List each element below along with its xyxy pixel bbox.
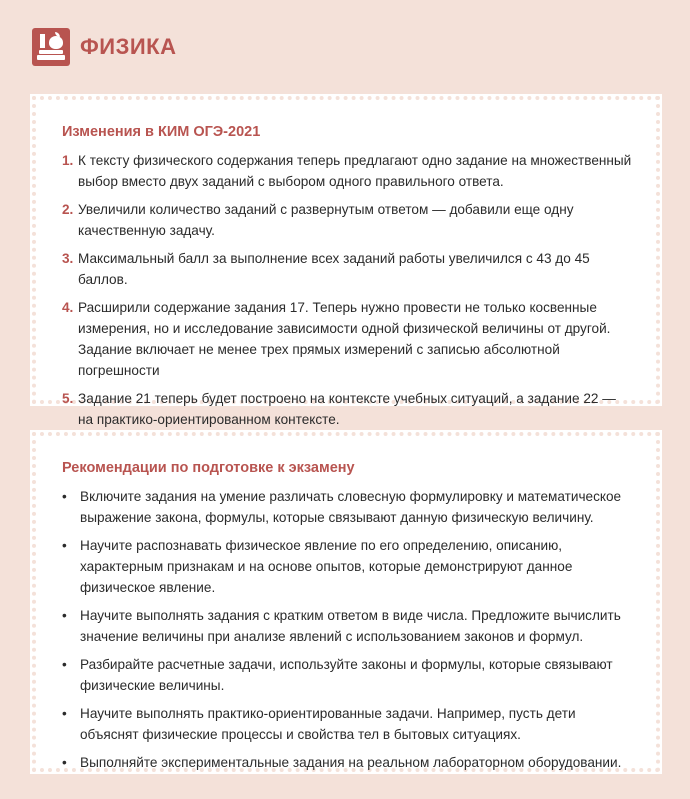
- list-item: [58, 248, 634, 290]
- list-item: [58, 388, 634, 430]
- item-text: Разбирайте расчетные задачи, используйте законы и формулы, которые связывают физические величины.: [80, 657, 613, 693]
- bullet-icon: •: [62, 538, 67, 553]
- list-item: [58, 752, 634, 773]
- bullet-icon: •: [62, 608, 67, 623]
- bullet-icon: •: [62, 489, 67, 504]
- bullet-icon: •: [62, 755, 67, 770]
- item-text: Расширили содержание задания 17. Теперь нужно провести не только косвенные измерения, но и исследование зависимости одной физической величины от другой. Задание включает не менее трех прямых измерений с записью абсолютной погрешности: [78, 300, 611, 378]
- item-number: 2.: [62, 202, 74, 217]
- item-number: 1.: [62, 153, 74, 168]
- school-book-apple-icon: [32, 28, 70, 66]
- item-text: Научите распознавать физическое явление по его определению, описанию, характерным признакам и на основе опытов, которые демонстрируют данное физическое явление.: [80, 538, 573, 595]
- changes-card: [32, 96, 660, 427]
- list-item: [58, 654, 634, 696]
- item-text: Задание 21 теперь будет построено на контексте учебных ситуаций, а задание 22 — на практико-ориентированном контексте.: [78, 391, 616, 427]
- recommendations-list: [58, 486, 634, 773]
- page-header: [32, 28, 177, 66]
- recommendations-heading: Рекомендации по подготовке к экзамену: [62, 460, 355, 476]
- item-number: 3.: [62, 251, 74, 266]
- list-item: [58, 150, 634, 192]
- list-item: [58, 297, 634, 381]
- item-number: 5.: [62, 391, 74, 406]
- item-number: 4.: [62, 300, 74, 315]
- changes-heading: Изменения в КИМ ОГЭ-2021: [62, 124, 261, 140]
- bullet-icon: •: [62, 657, 67, 672]
- list-item: [58, 535, 634, 598]
- bullet-icon: •: [62, 706, 67, 721]
- list-item: [58, 486, 634, 528]
- recommendations-card: [32, 432, 660, 772]
- item-text: Включите задания на умение различать словесную формулировку и математическое выражение закона, формулы, которые связывают данную физическую величину.: [80, 489, 622, 525]
- item-text: Научите выполнять практико-ориентированные задачи. Например, пусть дети объяснят физические процессы и свойства тел в бытовых ситуациях.: [80, 706, 576, 742]
- item-text: Выполняйте экспериментальные задания на реальном лабораторном оборудовании.: [80, 755, 622, 770]
- item-text: Увеличили количество заданий с развернутым ответом — добавили еще одну качественную задачу.: [78, 202, 574, 238]
- list-item: [58, 199, 634, 241]
- list-item: [58, 703, 634, 745]
- item-text: Научите выполнять задания с кратким ответом в виде числа. Предложите вычислить значение величины при анализе явлений с использованием законов и формул.: [80, 608, 621, 644]
- item-text: К тексту физического содержания теперь предлагают одно задание на множественный выбор вместо двух заданий с выбором одного правильного ответа.: [78, 153, 632, 189]
- item-text: Максимальный балл за выполнение всех заданий работы увеличился с 43 до 45 баллов.: [78, 251, 590, 287]
- list-item: [58, 605, 634, 647]
- page-title: ФИЗИКА: [80, 34, 177, 59]
- changes-list: [58, 150, 634, 430]
